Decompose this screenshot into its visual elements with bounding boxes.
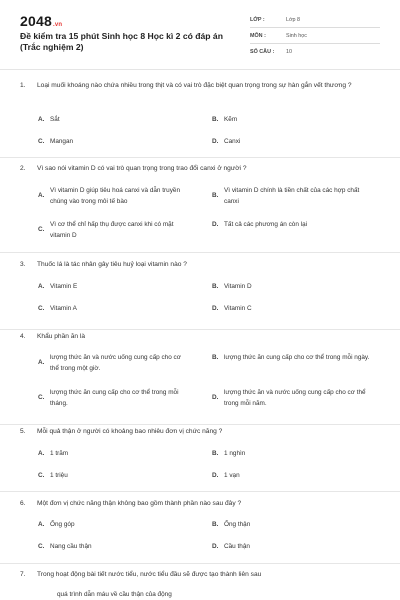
site-logo[interactable]	[20, 13, 62, 29]
option-letter: A.	[38, 116, 45, 123]
option-letter: A.	[38, 192, 45, 200]
question-number: 3.	[20, 261, 26, 268]
page-title: Đề kiểm tra 15 phút Sinh học 8 Học kì 2 có đáp án (Trắc nghiệm 2)	[20, 31, 223, 52]
option-text: 1 trăm	[50, 450, 69, 457]
option-text: Cầu thận	[224, 543, 250, 550]
info-key: MÔN :	[250, 32, 266, 39]
option-d[interactable]	[212, 137, 372, 148]
info-row-class	[250, 12, 380, 28]
question-number: 2.	[20, 165, 26, 172]
option-text: Nang cầu thận	[50, 543, 92, 550]
question-text: Vì sao nói vitamin D có vai trò quan trọng trong trao đổi canxi ở người ?	[37, 165, 247, 172]
option-letter: A.	[38, 450, 45, 457]
option-d[interactable]	[212, 388, 372, 409]
option-letter: D.	[212, 138, 219, 145]
option-text: lượng thức ăn và nước uống cung cấp cho cơ thể trong một giờ.	[50, 354, 181, 372]
info-value: Sinh học	[286, 32, 307, 39]
option-b[interactable]	[212, 449, 372, 460]
option-text: Vitamin C	[224, 305, 252, 312]
option-text: Ống góp	[50, 521, 75, 528]
option-d[interactable]	[212, 542, 372, 553]
question-stem	[20, 498, 380, 509]
option-text: Vitamin D	[224, 283, 252, 290]
question-6	[0, 492, 400, 564]
question-stem	[20, 259, 380, 270]
option-letter: B.	[212, 354, 219, 361]
option-c[interactable]	[38, 542, 188, 553]
option-letter: B.	[212, 450, 219, 457]
info-row-question-count	[250, 44, 380, 60]
option-letter: D.	[212, 221, 219, 228]
option-a[interactable]	[38, 449, 188, 460]
option-text: 1 vạn	[224, 472, 240, 479]
info-key: LỚP :	[250, 16, 265, 23]
option-text: Vitamin A	[50, 305, 77, 312]
option-b[interactable]	[212, 186, 372, 207]
option-b[interactable]	[212, 353, 372, 364]
option-letter: C.	[38, 305, 45, 312]
option-text: Ống thận	[224, 521, 251, 528]
option-c[interactable]	[38, 388, 188, 409]
info-key: SỐ CÂU :	[250, 49, 275, 55]
option-d[interactable]	[212, 304, 372, 315]
option-a[interactable]	[38, 186, 188, 207]
option-letter: B.	[212, 283, 219, 290]
option-letter: C.	[38, 472, 45, 479]
option-letter: D.	[212, 472, 219, 479]
question-7	[0, 564, 400, 600]
question-5	[0, 425, 400, 492]
option-letter: C.	[38, 543, 45, 550]
option-text: Sắt	[50, 116, 60, 123]
option-letter: D.	[212, 543, 219, 550]
option-letter: B.	[212, 192, 219, 200]
option-text: Canxi	[224, 138, 241, 145]
option-text: 1 triệu	[50, 472, 68, 479]
question-number: 4.	[20, 333, 26, 340]
option-text: Tất cả các phương án còn lại	[224, 221, 308, 228]
option-text: Kẽm	[224, 116, 238, 123]
option-c[interactable]	[38, 471, 188, 482]
info-value: 10	[286, 49, 292, 55]
question-text-continuation	[57, 590, 357, 600]
option-letter: A.	[38, 283, 45, 290]
exam-info-table	[250, 12, 380, 60]
option-text: lượng thức ăn cung cấp cho cơ thể trong mỗi ngày.	[224, 354, 370, 361]
question-text: Thuốc lá là tác nhân gây tiêu huỷ loại vitamin nào ?	[37, 261, 187, 268]
question-number: 1.	[20, 82, 26, 89]
info-row-subject	[250, 28, 380, 44]
option-c[interactable]	[38, 220, 188, 241]
question-text: Mỗi quả thận ở người có khoảng bao nhiêu đơn vị chức năng ?	[37, 428, 223, 435]
question-number: 7.	[20, 571, 26, 578]
option-b[interactable]	[212, 115, 372, 126]
question-stem	[20, 163, 380, 174]
question-stem	[20, 331, 380, 342]
question-text: Loại muối khoáng nào chứa nhiều trong thịt và có vai trò đặc biệt quan trọng trong sự hàn gắn vết thương ?	[37, 82, 352, 89]
question-stem	[20, 80, 380, 91]
question-4	[0, 330, 400, 425]
question-stem	[20, 569, 380, 580]
option-letter: A.	[38, 521, 45, 528]
option-a[interactable]	[38, 353, 188, 374]
option-b[interactable]	[212, 520, 372, 531]
option-letter: B.	[212, 521, 219, 528]
question-2	[0, 158, 400, 253]
option-text: quá trình dẫn máu về cầu thận của động	[57, 591, 172, 598]
option-text: Mangan	[50, 138, 74, 145]
option-text: lượng thức ăn cung cấp cho cơ thể trong mỗi tháng.	[50, 389, 179, 407]
option-letter: C.	[38, 226, 45, 234]
logo-text: 2048	[20, 13, 52, 29]
option-text: Vì vitamin D chính là tiền chất của các hợp chất canxi	[224, 187, 360, 205]
question-number: 5.	[20, 428, 26, 435]
option-a[interactable]	[38, 282, 188, 293]
question-3	[0, 253, 400, 330]
question-text: Một đơn vị chức năng thận không bao gồm thành phần nào sau đây ?	[37, 500, 242, 507]
option-letter: C.	[38, 394, 45, 402]
question-number: 6.	[20, 500, 26, 507]
option-text: Vì vitamin D giúp tiêu hoá canxi và dẫn truyền chúng vào trong môi tế bào	[50, 187, 181, 205]
question-text: Trong hoạt động bài tiết nước tiểu, nước tiểu đầu sẽ được tạo thành liên sau	[37, 571, 262, 578]
logo-suffix: .vn	[52, 22, 63, 28]
option-text: lượng thức ăn và nước uống cung cấp cho cơ thể trong mỗi năm.	[224, 389, 366, 407]
option-text: 1 nghìn	[224, 450, 246, 457]
option-text: Vì cơ thể chỉ hấp thụ được canxi khi có mặt vitamin D	[50, 221, 174, 239]
info-value: Lớp 8	[286, 16, 301, 23]
option-text: Vitamin E	[50, 283, 78, 290]
option-a[interactable]	[38, 520, 188, 531]
page-header	[0, 0, 400, 70]
question-stem	[20, 426, 380, 437]
option-c[interactable]	[38, 137, 188, 148]
option-letter: A.	[38, 359, 45, 367]
option-c[interactable]	[38, 304, 188, 315]
option-b[interactable]	[212, 282, 372, 293]
option-letter: B.	[212, 116, 219, 123]
question-1	[0, 70, 400, 158]
option-d[interactable]	[212, 220, 372, 231]
option-letter: C.	[38, 138, 45, 145]
option-letter: D.	[212, 305, 219, 312]
option-d[interactable]	[212, 471, 372, 482]
option-a[interactable]	[38, 115, 188, 126]
option-letter: D.	[212, 394, 219, 402]
question-text: Khẩu phần ăn là	[37, 333, 86, 340]
